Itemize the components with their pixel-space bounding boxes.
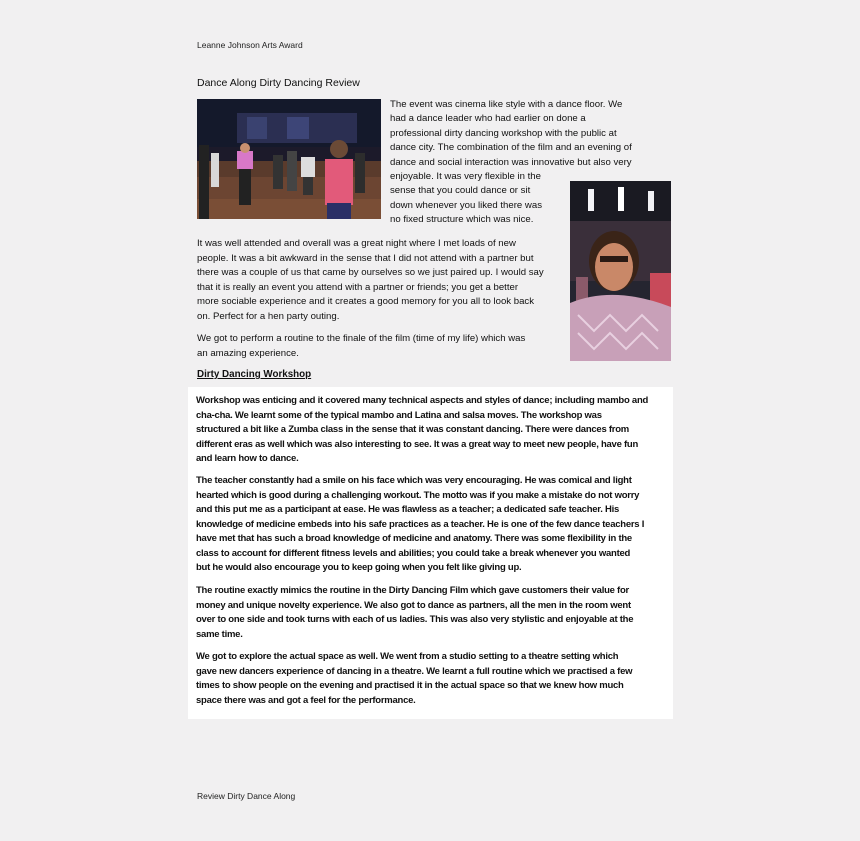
text-line: have met that has such a broad knowledge of medicine and anatomy. There was some flexibility in the [196, 533, 632, 544]
text-line: dance and social interaction was innovative but also very [390, 156, 632, 168]
text-line: that it is really an event you attend with a partner or friends; you get a better [197, 281, 519, 293]
workshop-paragraph-3 [196, 584, 633, 642]
text-line: enjoyable. It was very flexible in the [390, 171, 541, 183]
text-line: We got to explore the actual space as well. We went from a studio setting to a theatre setting which [196, 651, 619, 662]
text-line: cha-cha. We learnt some of the typical mambo and Latina and salsa moves. The workshop was [196, 409, 602, 421]
workshop-paragraph-2 [196, 474, 644, 576]
text-line: We got to perform a routine to the finale of the film (time of my life) which was [197, 333, 526, 344]
text-line: Workshop was enticing and it covered many technical aspects and styles of dance; including mambo and [196, 395, 649, 406]
text-line: structured a bit like a Zumba class in the sense that it was constant dancing. There were dances from [196, 424, 629, 435]
review-title: Dance Along Dirty Dancing Review [197, 77, 360, 89]
text-line: professional dirty dancing workshop with the public at [390, 127, 617, 139]
text-line: money and unique novelty experience. We also got to dance as partners, all the men in the room went [196, 599, 631, 611]
text-line: dance city. The combination of the film and an evening of [390, 142, 632, 154]
text-line: different eras as well which was also interesting to see. It was a great way to meet new people, have fun [196, 438, 639, 450]
text-line: The event was cinema like style with a dance floor. We [390, 99, 623, 110]
workshop-heading: Dirty Dancing Workshop [197, 369, 312, 380]
text-line: sense that you could dance or sit [390, 185, 531, 197]
text-line: space there was and got a feel for the performance. [196, 694, 416, 706]
text-line: over to one side and took turns with each of us ladies. This was also very stylistic and enjoyable at the [196, 614, 634, 625]
workshop-paragraph-4 [196, 650, 632, 708]
text-line: there was a couple of us that came by ourselves so we just paired up. I would say [197, 267, 544, 279]
text-line: had a dance leader who had earlier on done a [390, 113, 586, 125]
text-line: gave new dancers experience of dancing in a theatre. We learnt a full routine which we practised a few [196, 665, 633, 677]
text-line: an amazing experience. [197, 347, 299, 359]
text-line: class to account for different fitness levels and abilities; you could take a break whenever you wanted [196, 547, 631, 559]
workshop-paragraph-1 [196, 394, 648, 467]
text-line: The teacher constantly had a smile on his face which was very encouraging. He was comical and light [196, 475, 632, 486]
text-line: It was well attended and overall was a great night where I met loads of new [197, 238, 516, 249]
text-line: no fixed structure which was nice. [390, 214, 534, 226]
text-line: same time. [196, 628, 243, 640]
page-footer: Review Dirty Dance Along [197, 791, 296, 801]
text-line: times to show people on the evening and practised it in the actual space so that we knew how much [196, 680, 624, 691]
dance-floor-photo [197, 99, 381, 219]
text-line: people. It was a bit awkward in the sense that I did not attend with a partner but [197, 252, 534, 264]
selfie-photo [570, 181, 671, 361]
text-line: and this put me as a participant at ease. He was flawless as a teacher; a dedicated safe teacher. His [196, 504, 620, 515]
text-line: and learn how to dance. [196, 453, 299, 464]
page-header: Leanne Johnson Arts Award [197, 40, 303, 50]
text-line: on. Perfect for a hen party outing. [197, 310, 340, 322]
text-line: The routine exactly mimics the routine in the Dirty Dancing Film which gave customers their value for [196, 585, 629, 596]
text-line: more sociable experience and it creates a good memory for you all to look back [197, 296, 535, 308]
performance-paragraph [197, 332, 565, 361]
text-line: hearted which is good during a challenging workout. The motto was if you make a mistake do not worry [196, 489, 640, 501]
text-line: down whenever you liked there was [390, 199, 542, 211]
attendance-paragraph [197, 237, 565, 325]
text-line: but he would also encourage you to keep going when you felt like giving up. [196, 562, 522, 573]
text-line: knowledge of medicine embeds into his safe practices as a teacher. He is one of the few dance teachers I [196, 518, 645, 530]
